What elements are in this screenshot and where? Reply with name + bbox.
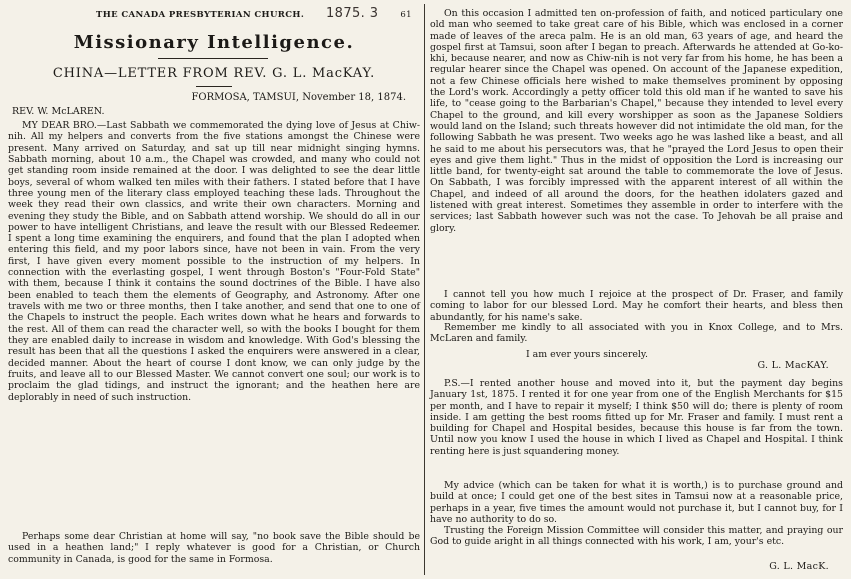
column-divider <box>424 4 425 575</box>
headline-rule <box>196 86 232 87</box>
handwritten-note: 1875. 3 <box>326 6 379 21</box>
dateline: FORMOSA, TAMSUI, November 18, 1874. <box>191 92 406 103</box>
page-number: 61 <box>400 10 412 20</box>
paragraph-fraser: I cannot tell you how much I rejoice at the prospect of Dr. Fraser, and family coming to labor for our blessed Lord. May he comfort their hearts, and bless then abundantly, for his name's sake. <box>430 289 843 323</box>
section-masthead: Missionary Intelligence. <box>73 32 355 53</box>
paragraph-remember: Remember me kindly to all associated with you in Knox College, and to Mrs. McLaren and family. <box>430 322 843 345</box>
postscript-advice: My advice (which can be taken for what it is worth,) is to purchase ground and build at once; I could get one of the best sites in Tamsui now at a reasonable price, perhaps in a year, five times the amount would not purchase it, but I cannot buy, for I have no authority to do so. <box>430 480 843 525</box>
letter-body-continued: Perhaps some dear Christian at home will say, "no book save the Bible should be used in a heathen land;" I reply whatever is good for a Christian, or Church community in Canada, is good for the same in Formosa. <box>8 531 420 565</box>
left-column <box>8 0 420 579</box>
right-column <box>430 0 843 579</box>
closing-line: I am ever yours sincerely. <box>526 349 648 360</box>
signature: G. L. MacKAY. <box>757 360 829 371</box>
article-headline: CHINA—LETTER FROM REV. G. L. MacKAY. <box>52 66 376 81</box>
postscript: P.S.—I rented another house and moved into it, but the payment day begins January 1st, 1875. I rented it for one year from one of the English Merchants for $15 per month, and I have to repair it myself; I think $50 will do; there is plenty of room inside. I am getting the best rooms fitted up for Mr. Fraser and family. I must rent a building for Chapel and Hospital besides, because this house is far from the town. Until now you know I used the house in which I lived as Chapel and Hospital. I think renting here is just squandering money. <box>430 378 843 457</box>
postscript-trust: Trusting the Foreign Mission Committee will consider this matter, and praying our God to guide aright in all things connected with his work, I am, your's etc. <box>430 525 843 548</box>
salutation: REV. W. McLAREN. <box>12 106 105 117</box>
signature-postscript: G. L. MacK. <box>769 561 829 572</box>
journal-title: THE CANADA PRESBYTERIAN CHURCH. <box>96 10 305 20</box>
letter-body: MY DEAR BRO.—Last Sabbath we commemorated the dying love of Jesus at Chiw-nih. All my helpers and converts from the five stations amongst the Chinese were present. Many arrived on Saturday, and sat up till near midnight singing hymns. Sabbath morning, about 10 a.m., the Chapel was crowded, and many who could not get standing room inside remained at the door. I was delighted to see the dear little boys, several of whom walked ten miles with their fathers. I stated before that I have three young men of the literary class employed teaching these lads. Throughout the week they read their own classics, and write their own characters. Morning and evening they study the Bible, and on Sabbath attend worship. We should do all in our power to have intelligent Christians, and leave the result with our Blessed Redeemer. I spent a long time examining the enquirers, and found that the plan I adopted when entering this field, and my poor labors since, have not been in vain. From the very first, I have given every moment possible to the instruction of my helpers. In connection with the everlasting gospel, I went through Boston's "Four-Fold State" with them, because I think it contains the sound doctrines of the Bible. I have also been enabled to teach them the elements of Geography, and Astronomy. After one travels with me two or three months, then I take another, and send that one to one of the Chapels to instruct the people. Each writes down what he hears and forwards to the rest. All of them can read the character well, so with the books I bought for them they are enabled daily to increase in wisdom and knowledge. With God's blessing the result has been that all the questions I asked the enquirers were answered in a clear, decided manner. About the heart of course I dont know, we can only judge by the fruits, and leave all to our Blessed Master. We cannot convert one soul; our work is to proclaim the glad tidings, and instruct the ignorant; and the heathen here are deplorably in need of such instruction. <box>8 120 420 403</box>
paragraph-old-man: On this occasion I admitted ten on-profession of faith, and noticed particulary one old man who seemed to take great care of his Bible, which was enclosed in a corner made of leaves of the areca palm. He is an old man, 63 years of age, and heard the gospel first at Tamsui, soon after I began to preach. Afterwards he attended at Go-ko-khi, because nearer, and now as Chiw-nih is not very far from his home, he has been a regular hearer since the Chapel was opened. On account of the Japanese expedition, not a few Chinese officials here wished to make themselves prominent by opposing the Lord's work. Accordingly a petty officer told this old man if he wanted to save his life, to "cease going to the Barbarian's Chapel," because they intended to level every Chapel to the ground, and kill every worshipper as soon as the Japanese Soldiers would land on the Island; such threats however did not intimidate the old man, for the following Sabbath he was present. Two weeks ago he was lashed like a beast, and all he said to me about his persecutors was, that he "prayed the Lord Jesus to open their eyes and give them light." Thus in the midst of opposition the Lord is increasing our little band, for twenty-eight sat around the table to commemorate the love of Jesus. On Sabbath, I was forcibly impressed with the apparent interest of all within the Chapel, and indeed of all around the doors, for the heathen idolaters gazed and listened with great interest. Sometimes they assemble in order to interfere with the services; last Sabbath however such was not the case. To Jehovah be all praise and glory. <box>430 8 843 234</box>
masthead-rule <box>158 58 268 59</box>
